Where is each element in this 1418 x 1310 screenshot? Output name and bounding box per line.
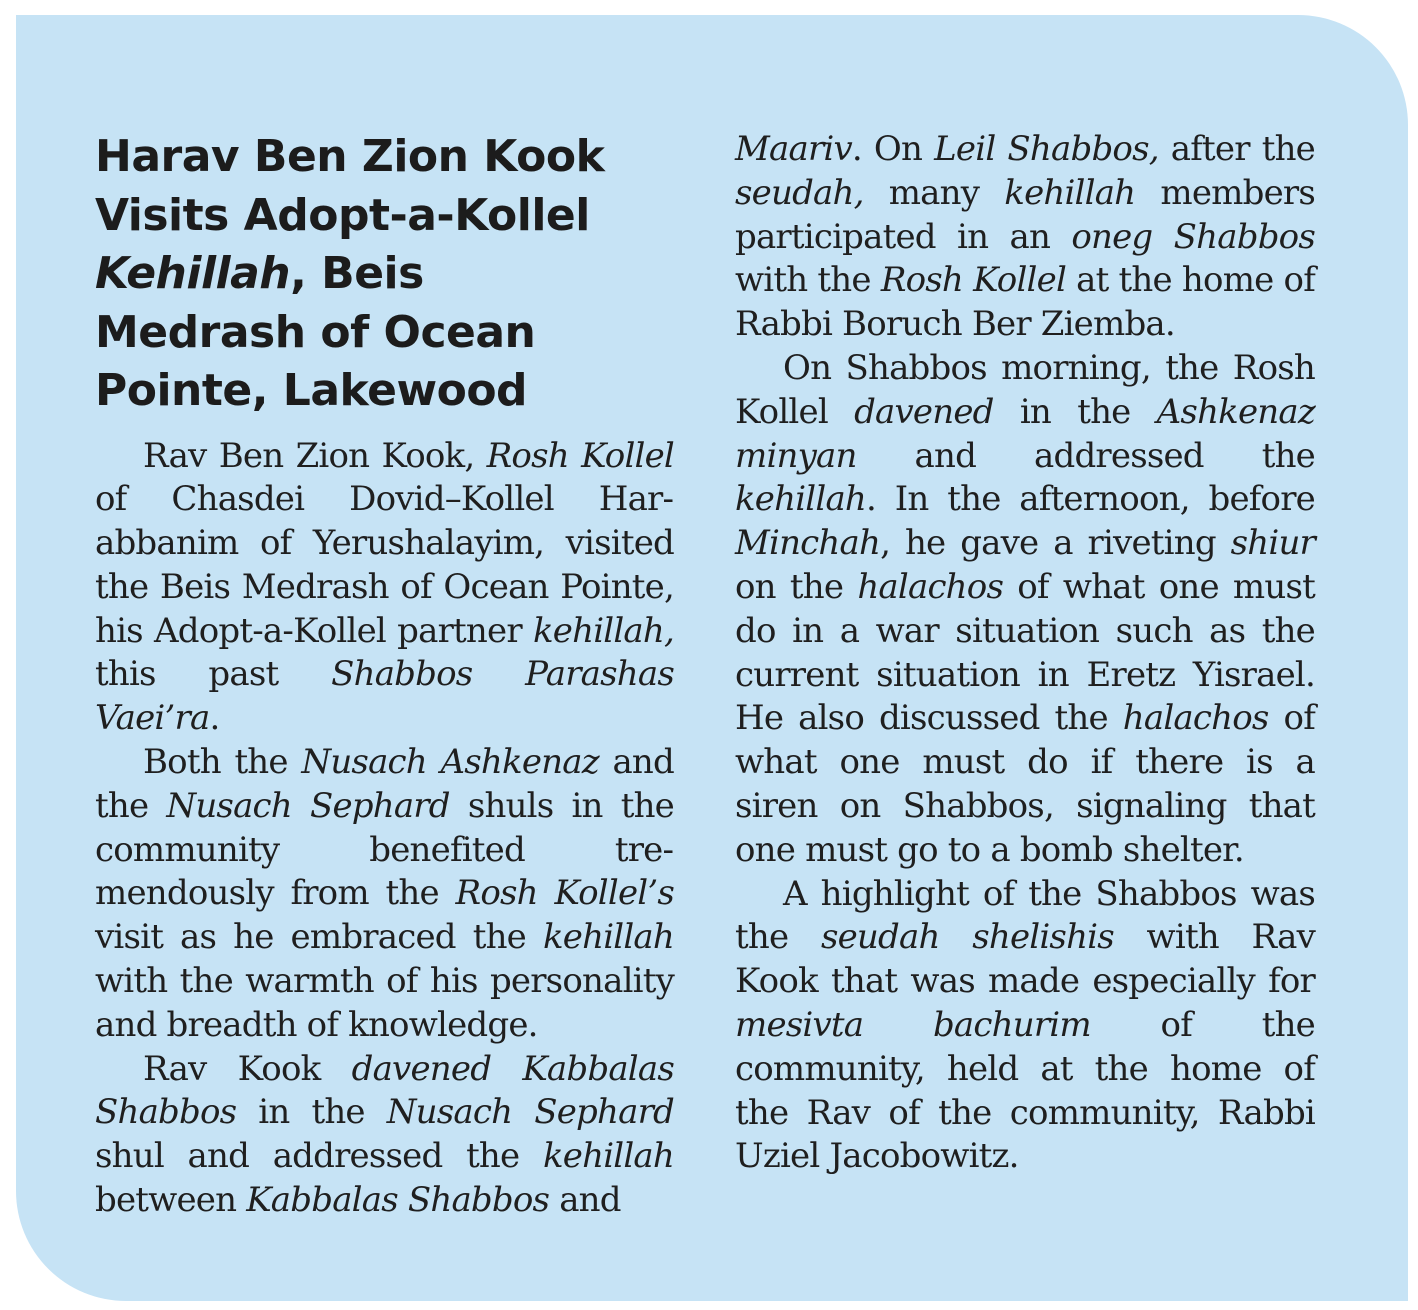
italic-term: halachos (1122, 698, 1269, 739)
text-run: On Shabbos morning, the Rosh Kollel (735, 347, 1315, 432)
article-headline (95, 128, 615, 421)
italic-term: Nusach Sephard (386, 1092, 674, 1133)
article-paragraph (95, 1048, 674, 1223)
text-run: many (863, 172, 1005, 213)
text-run: with the (735, 260, 881, 301)
text-run: in the (236, 1092, 387, 1133)
italic-term: kehillah (1004, 172, 1136, 213)
text-run: in the (993, 391, 1157, 432)
italic-term: davened Kabbalas Shabbos (95, 1048, 674, 1133)
text-run: Rav Kook (143, 1048, 352, 1089)
text-run: visit as he embraced the (95, 917, 543, 958)
italic-term: seudah, (735, 172, 864, 213)
article-column-left (95, 128, 674, 1223)
article-paragraph (735, 873, 1315, 1180)
italic-term: davened (854, 391, 994, 432)
italic-term: Minchah (735, 523, 881, 564)
text-run: shul and addressed the (95, 1136, 543, 1177)
article-paragraph (95, 741, 674, 1048)
text-run: . (209, 698, 220, 739)
text-run: of Chasdei Dovid–Kollel Harabbanim of Yerushalayim, visited the Beis Medrash of Ocean Pointe, his Adopt-a-Kollel partner (95, 479, 674, 651)
headline-part-1: Harav Ben Zion Kook Visits Adopt-a-Kollel (95, 131, 605, 241)
text-run: at the home of Rabbi Boruch Ber Ziemba. (735, 260, 1315, 345)
italic-term: Nusach Sephard (166, 785, 450, 826)
text-run: on the (735, 566, 858, 607)
italic-term: Leil Shabbos, (934, 129, 1159, 169)
italic-term: Maariv (735, 129, 852, 169)
text-run: and the (95, 742, 674, 826)
italic-term: seudah shelishis (820, 917, 1114, 958)
article-column-right (735, 128, 1315, 1179)
italic-term: kehillah (542, 1136, 674, 1177)
italic-term: Rosh Kollel (486, 435, 674, 476)
text-run: . In the afternoon, before (866, 479, 1315, 520)
italic-term: shiur (1230, 523, 1315, 564)
italic-term: kehillah (735, 479, 867, 520)
italic-term: kehillah (542, 917, 674, 958)
text-run: A highlight of the Shabbos was the (735, 873, 1315, 958)
article-paragraph (735, 347, 1315, 873)
italic-term: Rosh Kollel (880, 260, 1067, 301)
text-run: and addressed the (856, 435, 1315, 476)
italic-term: mesivta bachurim (735, 1004, 1091, 1045)
text-run: between (95, 1180, 247, 1221)
italic-term: kehillah, (532, 610, 674, 651)
italic-term: oneg Shabbos (1071, 216, 1315, 257)
text-run: , he gave a riveting (880, 523, 1231, 564)
text-run: of what one must do in a war situation such as the current situation in Eretz Yisrael. He also discussed the (735, 566, 1315, 739)
text-run: of what one must do if there is a siren on Shabbos, signaling that one must go to a bomb shelter. (735, 698, 1315, 870)
text-run: with Rav Kook that was made especially for (735, 917, 1316, 1002)
headline-part-2-italic: Kehillah (95, 248, 291, 299)
text-run: with the warmth of his personality and breadth of knowledge. (95, 961, 674, 1045)
article-paragraph-continued (735, 128, 1315, 347)
text-run: of the community, held at the home of the Rav of the community, Rabbi Uziel Jacobowitz. (735, 1004, 1315, 1177)
italic-term: Rosh Kollel’s (455, 873, 675, 914)
text-run: shuls in the community benefited tremendously from the (95, 785, 675, 914)
text-run: members participated in an (735, 172, 1315, 257)
text-run: after the (1158, 129, 1315, 169)
italic-term: Kabbalas Shabbos (246, 1180, 550, 1221)
italic-term: Nusach Ashkenaz (301, 742, 599, 783)
italic-term: Ashkenaz minyan (735, 391, 1315, 476)
text-run: and (549, 1180, 621, 1221)
headline-part-3: , Beis Medrash of Ocean Pointe, Lakewood (95, 248, 536, 416)
text-run: . On (851, 129, 935, 169)
text-run: Both the (143, 742, 302, 783)
article-paragraph (95, 435, 674, 742)
article-card (16, 15, 1408, 1301)
text-run: Rav Ben Zion Kook, (143, 435, 487, 476)
text-run: this past (95, 654, 332, 695)
italic-term: Shabbos Parashas Vaei’ra (95, 654, 674, 739)
italic-term: halachos (857, 566, 1004, 607)
